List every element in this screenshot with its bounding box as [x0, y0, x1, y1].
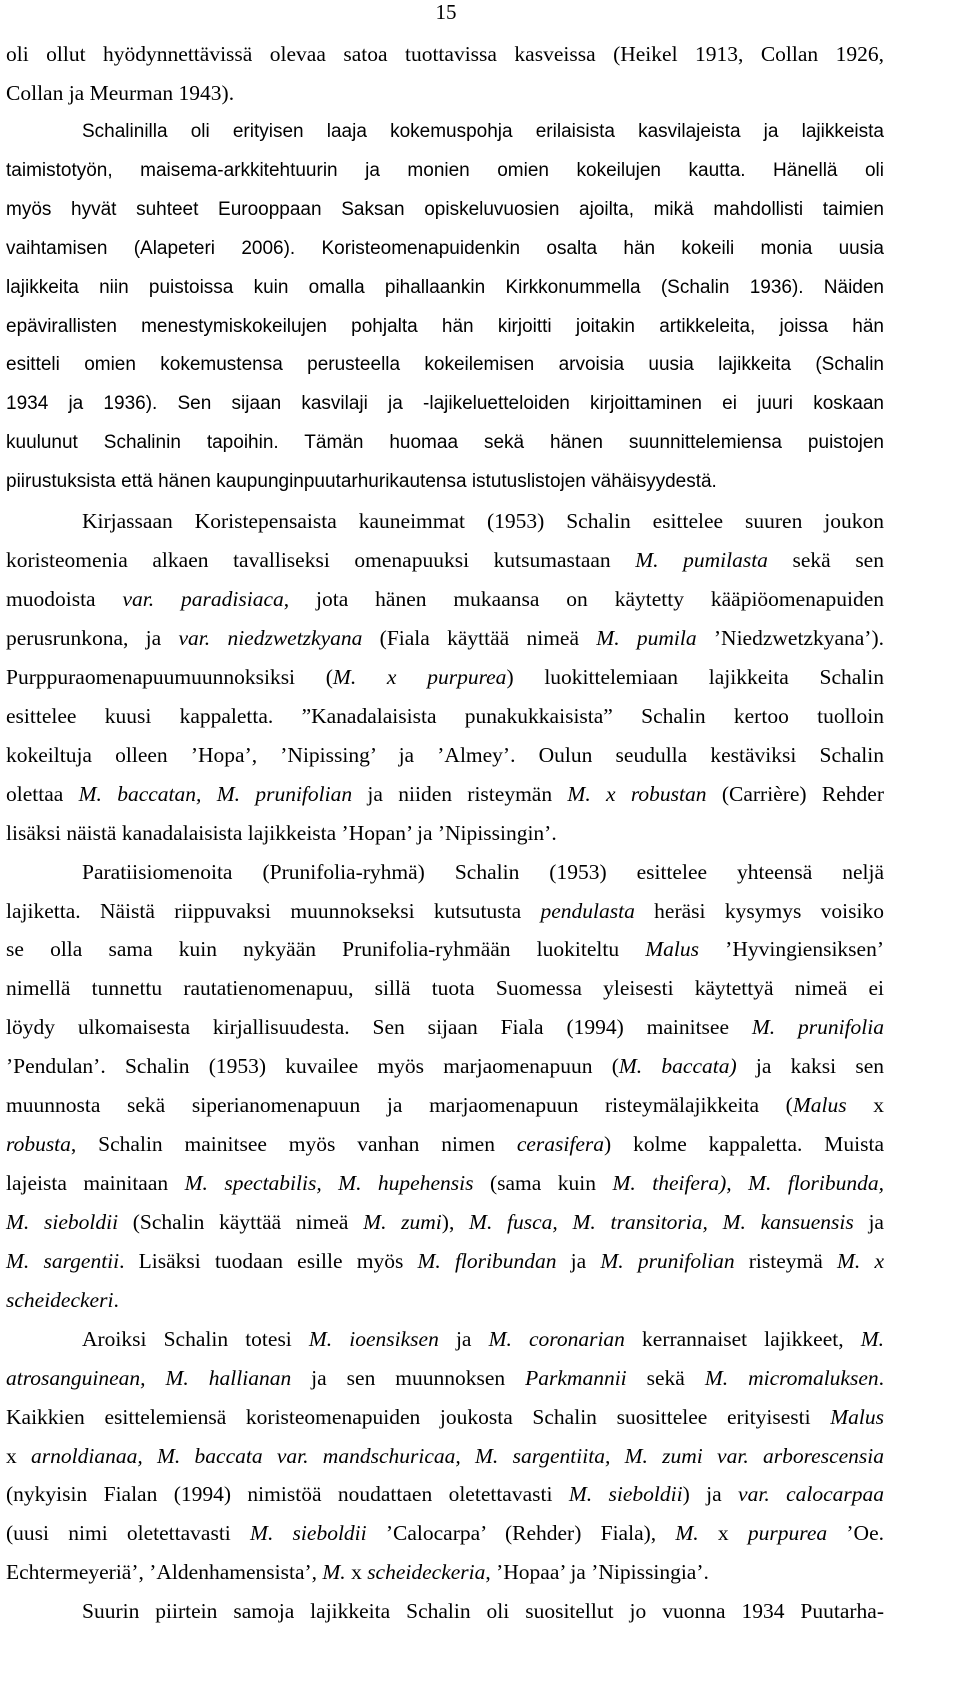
text-line: esitteli omien kokemustensa perusteella kokeilemisen arvoisia uusia lajikkeita (Schalin — [6, 354, 884, 376]
text-line: Suurin piirtein samoja lajikkeita Schalin oli suositellut jo vuonna 1934 Puutarha- — [82, 1599, 884, 1624]
text-line: lisäksi näistä kanadalaisista lajikkeista ’Hopan’ ja ’Nipissingin’. — [6, 820, 557, 845]
text-line: robusta, Schalin mainitsee myös vanhan nimen cerasifera) kolme kappaletta. Muista — [6, 1132, 884, 1156]
text-line: Purppuraomenapuumuunnoksiksi (M. x purpurea) luokittelemiaan lajikkeita Schalin — [6, 664, 884, 689]
text-line: piirustuksista että hänen kaupunginpuutarhurikautensa istutuslistojen vähäisyydestä. — [6, 471, 717, 493]
text-line: perusrunkona, ja var. niedzwetzkyana (Fiala käyttää nimeä M. pumila ’Niedzwetzkyana’). — [6, 626, 884, 650]
text-line: se olla sama kuin nykyään Prunifolia-ryhmään luokiteltu Malus ’Hyvingiensiksen’ — [6, 937, 884, 962]
text-line: Echtermeyeriä’, ’Aldenhamensista’, M. x scheideckeria, ’Hopaa’ ja ’Nipissingia’. — [6, 1560, 709, 1585]
text-line: M. sieboldii (Schalin käyttää nimeä M. zumi), M. fusca, M. transitoria, M. kansuensis ja — [6, 1209, 884, 1234]
text-line: ’Pendulan’. Schalin (1953) kuvailee myös marjaomenapuun (M. baccata) ja kaksi sen — [6, 1054, 884, 1079]
text-line: (uusi nimi oletettavasti M. sieboldii ’Calocarpa’ (Rehder) Fiala), M. x purpurea ’Oe. — [6, 1521, 885, 1546]
text-line: kokeiltuja olleen ’Hopa’, ’Nipissing’ ja ’Almey’. Oulun seudulla kestäviksi Schalin — [6, 742, 884, 767]
text-line: lajikkeita niin puistoissa kuin omalla pihallaankin Kirkkonummella (Schalin 1936). Näiden — [6, 276, 884, 298]
text-line: kuulunut Schalinin tapoihin. Tämän huomaa sekä hänen suunnittelemiensa puistojen — [6, 432, 884, 454]
text-line: olettaa M. baccatan, M. prunifolian ja niiden risteymän M. x robustan (Carrière) Rehder — [6, 781, 884, 806]
text-line: lajiketta. Näistä riippuvaksi muunnokseksi kutsutusta pendulasta heräsi kysymys voisiko — [6, 898, 884, 923]
text-line: x arnoldianaa, M. baccata var. mandschuricaa, M. sargentiita, M. zumi var. arborescensia — [6, 1443, 884, 1468]
text-line: Schalinilla oli erityisen laaja kokemuspohja erilaisista kasvilajeista ja lajikkeista — [82, 120, 884, 142]
text-line: vaihtamisen (Alapeteri 2006). Koristeomenapuidenkin osalta hän kokeili monia uusia — [6, 237, 884, 259]
text-line: 1934 ja 1936). Sen sijaan kasvilaji ja -lajikeluetteloiden kirjoittaminen ei juuri koskaan — [6, 393, 884, 415]
text-line: atrosanguinean, M. hallianan ja sen muunnoksen Parkmannii sekä M. micromaluksen. — [6, 1365, 885, 1390]
text-line: Kirjassaan Koristepensaista kauneimmat (1953) Schalin esittelee suuren joukon — [82, 509, 884, 534]
text-line: oli ollut hyödynnettävissä olevaa satoa tuottavissa kasveissa (Heikel 1913, Collan 1926, — [6, 42, 884, 66]
text-line: Paratiisiomenoita (Prunifolia-ryhmä) Schalin (1953) esittelee yhteensä neljä — [82, 859, 884, 884]
text-line: muunnosta sekä siperianomenapuun ja marjaomenapuun risteymälajikkeita (Malus x — [6, 1093, 885, 1118]
text-line: lajeista mainitaan M. spectabilis, M. hupehensis (sama kuin M. theifera), M. floribunda, — [6, 1171, 885, 1195]
page-number: 15 — [435, 0, 457, 24]
text-line: epävirallisten menestymiskokeilujen pohjalta hän kirjoitti joitakin artikkeleita, joissa hän — [6, 315, 884, 337]
text-line: löydy ulkomaisesta kirjallisuudesta. Sen sijaan Fiala (1994) mainitsee M. prunifolia — [6, 1015, 884, 1040]
text-line: myös hyvät suhteet Eurooppaan Saksan opiskeluvuosien ajoilta, mikä mahdollisti taimien — [6, 198, 884, 220]
text-line: esittelee kuusi kappaletta. ”Kanadalaisista punakukkaisista” Schalin kertoo tuolloin — [6, 703, 884, 728]
text-line: Kaikkien esittelemiensä koristeomenapuiden joukosta Schalin suosittelee erityisesti Malus — [6, 1404, 884, 1429]
text-line: taimistotyön, maisema-arkkitehtuurin ja monien omien kokeilujen kautta. Hänellä oli — [6, 159, 884, 181]
text-line: Collan ja Meurman 1943). — [6, 80, 235, 105]
text-line: M. sargentii. Lisäksi tuodaan esille myös M. floribundan ja M. prunifolian risteymä M. x — [6, 1248, 884, 1273]
text-line: Aroiksi Schalin totesi M. ioensiksen ja M. coronarian kerrannaiset lajikkeet, M. — [82, 1326, 884, 1351]
text-line: muodoista var. paradisiaca, jota hänen mukaansa on käytetty kääpiöomenapuiden — [6, 587, 884, 611]
text-line: koristeomenia alkaen tavalliseksi omenapuuksi kutsumastaan M. pumilasta sekä sen — [6, 548, 884, 573]
text-line: (nykyisin Fialan (1994) nimistöä noudattaen oletettavasti M. sieboldii) ja var. calocarpaa — [6, 1482, 885, 1507]
text-line: nimellä tunnettu rautatienomenapuu, sillä tuota Suomessa yleisesti käytettyä nimeä ei — [6, 976, 884, 1001]
text-line: scheideckeri. — [6, 1287, 119, 1312]
